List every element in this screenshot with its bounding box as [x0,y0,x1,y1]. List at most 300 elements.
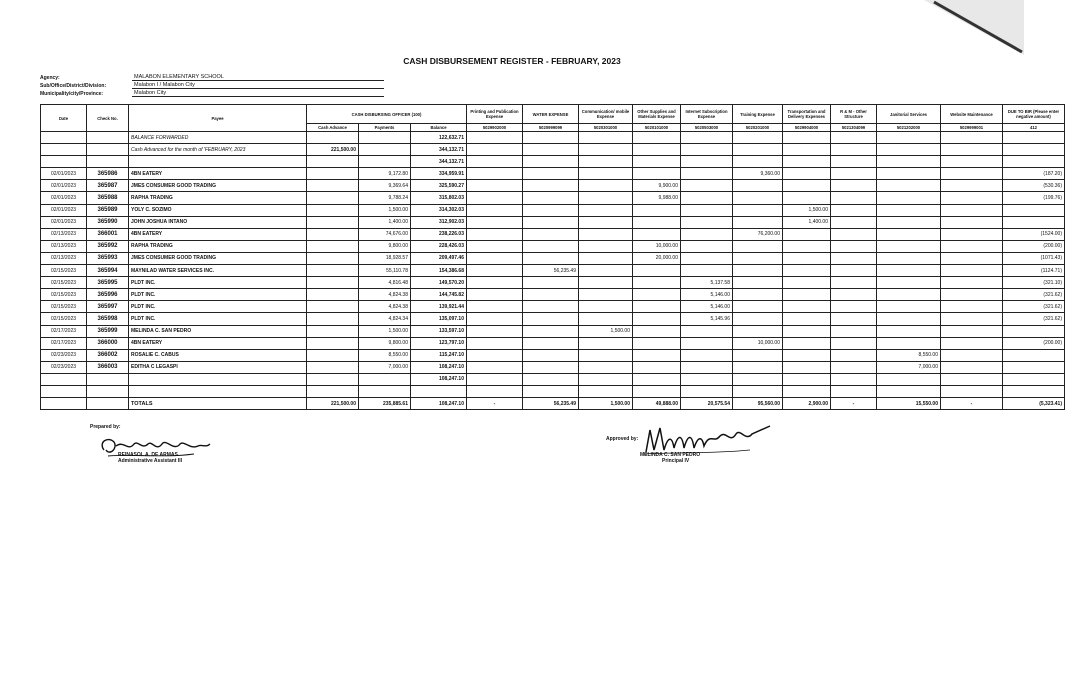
cell-training [733,216,783,228]
cell-transportation: 1,400.00 [783,216,831,228]
cell-check-no: 365988 [87,192,129,204]
register-row [41,168,1065,180]
cell-internet: 5,137.58 [681,277,733,289]
cell-cash-advance [307,192,359,204]
col-cash-officer: CASH DISBURSING OFFICER (100) [307,105,467,124]
cell-cash-advance [307,204,359,216]
municipality-value: Malabon City [132,90,384,97]
cell-water [523,168,579,180]
cell-communication [579,313,633,325]
cell-rm [831,192,877,204]
cell-janitorial [877,168,941,180]
cell-website [941,204,1003,216]
cell-payment: 1,500.00 [359,204,411,216]
code-other-supplies: 5020101000 [633,124,681,132]
cell-janitorial [877,265,941,277]
cell-other-supplies [633,301,681,313]
cell-payment: 4,824.38 [359,289,411,301]
code-communication: 5020301000 [579,124,633,132]
spacer-row [41,385,1065,397]
register-row [41,349,1065,361]
cell-due-bir: (199.76) [1003,192,1065,204]
end-balance-value: 108,247.10 [411,373,467,385]
cell-rm [831,265,877,277]
cell-water [523,216,579,228]
cell-balance: 209,497.46 [411,252,467,264]
cell-balance: 238,226.03 [411,228,467,240]
cell-date: 02/15/2023 [41,289,87,301]
cell-training [733,180,783,192]
cell-website [941,349,1003,361]
cell-website [941,240,1003,252]
cell-website [941,337,1003,349]
cell-payee: JMES CONSUMER GOOD TRADING [129,180,307,192]
cell-check-no: 365998 [87,313,129,325]
cell-payment: 4,824.34 [359,313,411,325]
col-training: Training Expense [733,105,783,124]
cell-due-bir: (321.62) [1003,289,1065,301]
cell-website [941,277,1003,289]
cell-janitorial [877,301,941,313]
cell-due-bir: (1124.71) [1003,265,1065,277]
cell-date: 02/01/2023 [41,192,87,204]
header-info [40,73,384,97]
cell-printing [467,192,523,204]
cell-payee: EDITHA C LEGASPI [129,361,307,373]
cell-date: 02/15/2023 [41,313,87,325]
cell-payment: 1,500.00 [359,325,411,337]
suboffice-label: Sub/Office/District/Division: [40,83,107,89]
cell-cash-advance [307,361,359,373]
cell-cash-advance [307,180,359,192]
cell-payment: 1,400.00 [359,216,411,228]
cell-cash-advance [307,313,359,325]
cell-payment: 9,172.80 [359,168,411,180]
cell-cash-advance [307,301,359,313]
scan-edge-shadow [904,0,1024,60]
col-due-bir: DUE TO BIR (Please enter negative amount) [1003,105,1065,124]
cell-water [523,228,579,240]
cell-cash-advance [307,228,359,240]
code-janitorial: 5021202000 [877,124,941,132]
cell-transportation [783,301,831,313]
cell-check-no: 366003 [87,361,129,373]
cell-training [733,265,783,277]
cell-internet [681,204,733,216]
balance-forwarded-label: BALANCE FORWARDED [129,132,307,144]
cell-janitorial [877,337,941,349]
cell-balance: 228,426.03 [411,240,467,252]
cell-payee: RAPHA TRADING [129,240,307,252]
cell-janitorial [877,228,941,240]
cell-communication [579,361,633,373]
cell-payment: 9,800.00 [359,240,411,252]
cell-rm [831,313,877,325]
cell-other-supplies [633,277,681,289]
cell-janitorial [877,252,941,264]
agency-label: Agency: [40,75,60,81]
cell-internet [681,361,733,373]
cell-due-bir [1003,361,1065,373]
cell-communication [579,168,633,180]
cell-due-bir [1003,349,1065,361]
cell-transportation [783,361,831,373]
cell-rm [831,240,877,252]
cell-training [733,204,783,216]
approved-position: Principal IV [662,458,690,464]
register-row [41,325,1065,337]
cell-date: 02/23/2023 [41,349,87,361]
code-website: 5029999001 [941,124,1003,132]
cell-payee: 4BN EATERY [129,168,307,180]
cell-transportation [783,313,831,325]
cell-transportation [783,228,831,240]
cell-rm [831,289,877,301]
cell-communication [579,277,633,289]
cell-printing [467,204,523,216]
cell-printing [467,325,523,337]
register-row [41,313,1065,325]
cell-payment: 4,824.38 [359,301,411,313]
cell-transportation: 1,500.00 [783,204,831,216]
cell-date: 02/01/2023 [41,180,87,192]
register-row [41,180,1065,192]
cell-other-supplies [633,228,681,240]
cell-printing [467,252,523,264]
cell-balance: 315,802.03 [411,192,467,204]
cell-communication [579,204,633,216]
cell-payee: PLDT INC. [129,289,307,301]
cell-other-supplies [633,361,681,373]
cell-cash-advance [307,289,359,301]
cell-check-no: 365987 [87,180,129,192]
total-transportation: 2,900.00 [783,398,831,410]
cell-balance: 334,959.91 [411,168,467,180]
cell-training [733,240,783,252]
cell-printing [467,180,523,192]
cell-training: 10,000.00 [733,337,783,349]
cell-other-supplies [633,168,681,180]
cash-advance-row [41,144,1065,156]
cell-janitorial [877,313,941,325]
cell-internet: 5,146.00 [681,301,733,313]
cell-payee: 4BN EATERY [129,337,307,349]
cell-printing [467,361,523,373]
cell-due-bir: (200.00) [1003,240,1065,252]
code-transportation: 5029904000 [783,124,831,132]
cell-other-supplies [633,204,681,216]
cell-water: 56,235.49 [523,265,579,277]
cell-printing [467,228,523,240]
cell-rm [831,349,877,361]
cell-check-no: 365992 [87,240,129,252]
cell-janitorial [877,289,941,301]
total-janitorial: 15,550.00 [877,398,941,410]
cell-payee: ROSALIE C. CABUS [129,349,307,361]
cell-printing [467,289,523,301]
cell-other-supplies [633,313,681,325]
total-training: 95,560.00 [733,398,783,410]
cell-communication [579,216,633,228]
cell-water [523,325,579,337]
col-website: Website Maintenance [941,105,1003,124]
register-row [41,361,1065,373]
cell-balance: 108,247.10 [411,361,467,373]
cell-water [523,289,579,301]
cell-cash-advance [307,216,359,228]
cell-date: 02/13/2023 [41,228,87,240]
cell-printing [467,240,523,252]
col-balance: Balance [411,124,467,132]
cell-transportation [783,349,831,361]
cell-water [523,301,579,313]
cell-water [523,192,579,204]
cell-payment: 9,369.64 [359,180,411,192]
prepared-name: REINASOL A. DE ARMAS [118,452,178,458]
cell-website [941,301,1003,313]
cell-training [733,349,783,361]
cell-cash-advance [307,349,359,361]
cell-transportation [783,192,831,204]
total-internet: 20,575.54 [681,398,733,410]
total-communication: 1,500.00 [579,398,633,410]
cell-cash-advance [307,168,359,180]
cell-payment: 7,000.00 [359,361,411,373]
cell-other-supplies: 10,000.00 [633,240,681,252]
cell-date: 02/13/2023 [41,252,87,264]
cell-check-no: 365993 [87,252,129,264]
cell-other-supplies: 9,988.00 [633,192,681,204]
cell-date: 02/23/2023 [41,361,87,373]
cell-website [941,265,1003,277]
cell-communication [579,301,633,313]
col-date: Date [41,105,87,132]
cell-water [523,252,579,264]
col-internet: Internet Subscription Expense [681,105,733,124]
col-check-no: Check No. [87,105,129,132]
cell-date: 02/15/2023 [41,301,87,313]
cell-communication [579,180,633,192]
totals-row [41,398,1065,410]
col-payments: Payments [359,124,411,132]
cell-transportation [783,180,831,192]
total-other-supplies: 49,888.00 [633,398,681,410]
cell-internet: 5,145.96 [681,313,733,325]
cell-rm [831,277,877,289]
cell-other-supplies [633,337,681,349]
register-row [41,192,1065,204]
cell-date: 02/01/2023 [41,204,87,216]
code-due-bir: 412 [1003,124,1065,132]
cell-rm [831,168,877,180]
cell-due-bir: (1071.43) [1003,252,1065,264]
cell-cash-advance [307,265,359,277]
col-payee: Payee [129,105,307,132]
cell-rm [831,204,877,216]
cell-training: 9,360.00 [733,168,783,180]
cell-transportation [783,325,831,337]
cell-communication [579,337,633,349]
cell-due-bir: (1524.00) [1003,228,1065,240]
totals-label: TOTALS [129,398,307,410]
cell-check-no: 365989 [87,204,129,216]
cell-janitorial [877,204,941,216]
total-rm: - [831,398,877,410]
cell-other-supplies [633,349,681,361]
cell-transportation [783,277,831,289]
cash-advance-amount: 221,500.00 [307,144,359,156]
cell-training [733,192,783,204]
cell-water [523,337,579,349]
cell-payment: 74,676.00 [359,228,411,240]
cell-due-bir [1003,325,1065,337]
cell-date: 02/01/2023 [41,216,87,228]
cell-training [733,325,783,337]
cell-transportation [783,337,831,349]
cell-rm [831,252,877,264]
cell-printing [467,349,523,361]
col-janitorial: Janitorial Services [877,105,941,124]
cash-advance-label: Cash Advanced for the month of 'FEBRUARY, 2023 [129,144,307,156]
approved-by-block [606,422,780,464]
cell-printing [467,265,523,277]
cell-date: 02/01/2023 [41,168,87,180]
approved-by-label: Approved by: [606,436,639,442]
cell-website [941,192,1003,204]
cell-website [941,252,1003,264]
cell-communication [579,289,633,301]
cell-balance: 314,302.03 [411,204,467,216]
cell-internet [681,228,733,240]
cell-rm [831,228,877,240]
cell-internet: 5,146.00 [681,289,733,301]
cell-communication: 1,500.00 [579,325,633,337]
cell-internet [681,168,733,180]
cell-communication [579,349,633,361]
cell-printing [467,216,523,228]
register-row [41,265,1065,277]
col-water: WATER EXPENSE [523,105,579,124]
cell-communication [579,265,633,277]
code-training: 5020201000 [733,124,783,132]
cell-payee: YOLY C. SOZIMO [129,204,307,216]
code-water: 5020999099 [523,124,579,132]
register-row [41,337,1065,349]
cell-payment: 18,928.57 [359,252,411,264]
cell-payee: PLDT INC. [129,301,307,313]
cell-communication [579,228,633,240]
cell-other-supplies [633,265,681,277]
cell-check-no: 365999 [87,325,129,337]
cell-check-no: 366000 [87,337,129,349]
suboffice-value: Malabon I / Malabon City [132,82,384,89]
col-transportation: Transportation and Delivery Expenses [783,105,831,124]
cell-other-supplies [633,325,681,337]
cell-website [941,361,1003,373]
cell-transportation [783,168,831,180]
cell-balance: 135,097.10 [411,313,467,325]
cell-internet [681,265,733,277]
cell-due-bir [1003,216,1065,228]
register-row [41,216,1065,228]
cell-payee: RAPHA TRADING [129,192,307,204]
balance-row [41,156,1065,168]
cell-due-bir: (321.62) [1003,313,1065,325]
cell-payee: PLDT INC. [129,277,307,289]
cell-cash-advance [307,252,359,264]
prepared-position: Administrative Assistant III [118,458,182,464]
cell-date: 02/15/2023 [41,277,87,289]
cell-payee: MELINDA C. SAN PEDRO [129,325,307,337]
cell-training [733,277,783,289]
cell-check-no: 365986 [87,168,129,180]
cell-printing [467,301,523,313]
total-website: - [941,398,1003,410]
cell-cash-advance [307,240,359,252]
cell-balance: 325,590.27 [411,180,467,192]
cell-date: 02/15/2023 [41,265,87,277]
cell-check-no: 365995 [87,277,129,289]
cell-internet [681,240,733,252]
cell-balance: 123,797.10 [411,337,467,349]
cell-balance: 144,745.82 [411,289,467,301]
cell-balance: 312,902.03 [411,216,467,228]
cell-training [733,252,783,264]
cell-payment: 8,550.00 [359,349,411,361]
end-balance-row [41,373,1065,385]
cell-internet [681,216,733,228]
cell-rm [831,180,877,192]
cell-other-supplies [633,216,681,228]
register-row [41,289,1065,301]
cell-balance: 154,386.68 [411,265,467,277]
col-printing: Printing and Publication Expense [467,105,523,124]
total-water: 56,235.49 [523,398,579,410]
cell-payee: JMES CONSUMER GOOD TRADING [129,252,307,264]
cell-due-bir: (321.62) [1003,301,1065,313]
cell-due-bir: (530.36) [1003,180,1065,192]
cell-communication [579,192,633,204]
cell-janitorial [877,277,941,289]
document-title: CASH DISBURSEMENT REGISTER - FEBRUARY, 2023 [403,56,621,66]
cell-website [941,313,1003,325]
cell-other-supplies: 9,900.00 [633,180,681,192]
cell-training: 76,200.00 [733,228,783,240]
cell-printing [467,277,523,289]
code-internet: 5020503000 [681,124,733,132]
code-rm: 5021304099 [831,124,877,132]
cell-water [523,361,579,373]
cell-rm [831,361,877,373]
cell-website [941,228,1003,240]
cell-communication [579,240,633,252]
balance-row-value: 344,132.71 [411,156,467,168]
approved-name: MELINDA C. SAN PEDRO [640,452,701,458]
cell-balance: 115,247.10 [411,349,467,361]
cell-payee: MAYNILAD WATER SERVICES INC. [129,265,307,277]
cell-water [523,240,579,252]
col-communication: Communication/ mobile Expense [579,105,633,124]
cell-check-no: 365994 [87,265,129,277]
register-table [40,104,1065,410]
cell-check-no: 366002 [87,349,129,361]
cell-printing [467,168,523,180]
agency-value: MALABON ELEMENTARY SCHOOL [132,74,384,81]
total-printing: - [467,398,523,410]
balance-forwarded-row [41,132,1065,144]
cell-balance: 139,921.44 [411,301,467,313]
cell-balance: 133,597.10 [411,325,467,337]
